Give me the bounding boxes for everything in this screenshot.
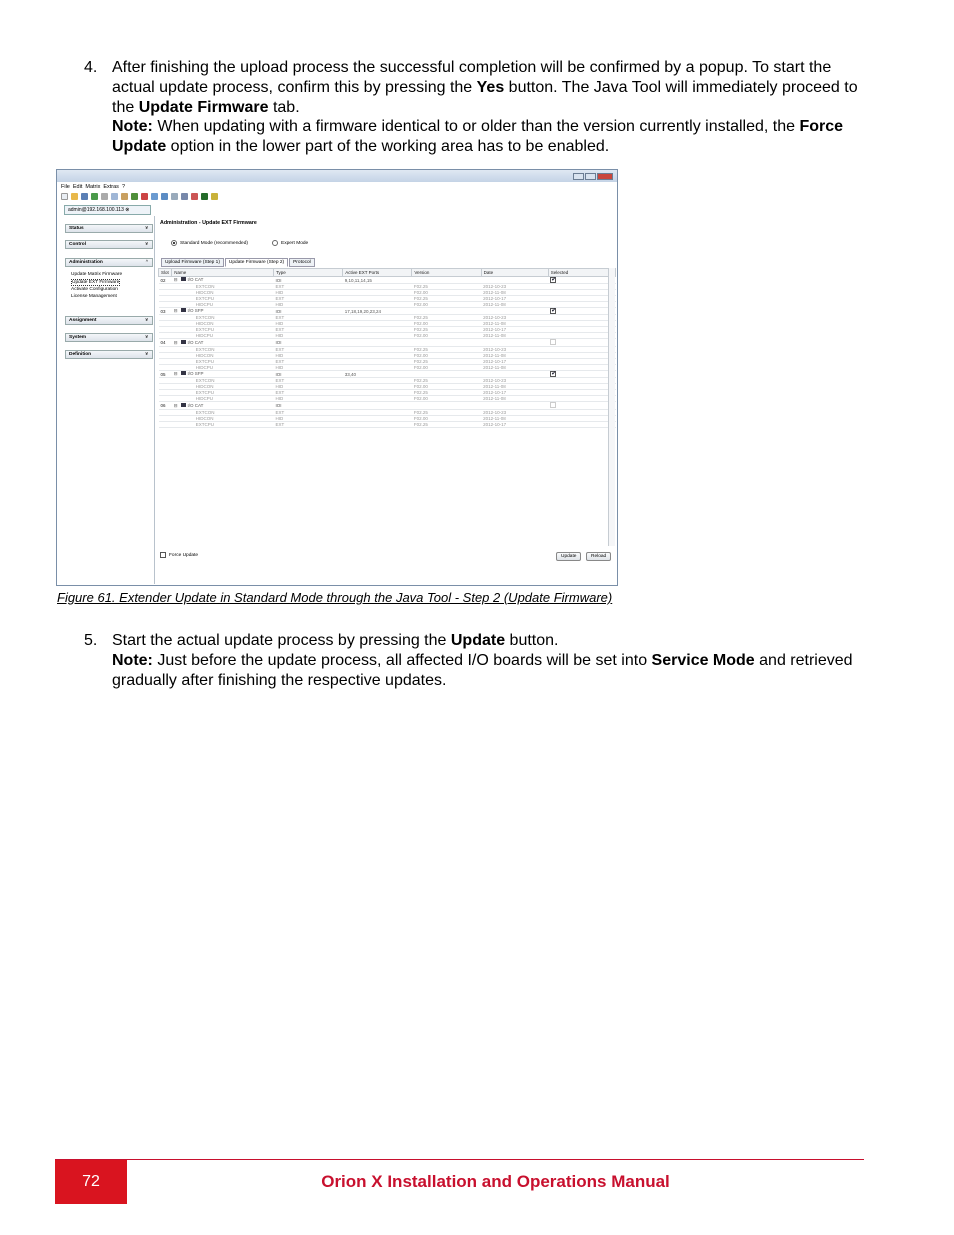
io-board-icon xyxy=(181,403,186,407)
chevron-down-icon: ¥ xyxy=(145,226,148,231)
table-row[interactable] xyxy=(159,277,616,284)
name-text: HIDCON xyxy=(195,416,214,421)
page-number: 72 xyxy=(55,1160,127,1204)
version-cell: F02.00 xyxy=(412,353,481,359)
name-text: HIDCPU xyxy=(195,396,213,401)
table-row[interactable] xyxy=(159,371,616,378)
type-cell: HID xyxy=(274,416,343,422)
selected-checkbox[interactable]: ✔ xyxy=(551,277,557,283)
type-cell: IOI xyxy=(274,277,343,284)
reload-button[interactable]: Reload xyxy=(586,552,611,561)
date-cell xyxy=(481,277,548,284)
date-cell: 2012-11-08 xyxy=(481,333,548,339)
monitor-icon[interactable] xyxy=(201,193,208,200)
selected-checkbox[interactable] xyxy=(550,339,556,345)
name-text: HIDCPU xyxy=(195,365,213,370)
device-icon[interactable] xyxy=(181,193,188,200)
version-cell: F02.00 xyxy=(412,396,481,402)
update-button[interactable]: Update xyxy=(556,552,581,561)
expand-icon[interactable]: ⊟ xyxy=(173,339,178,345)
ports-cell: 33,40 xyxy=(343,371,412,378)
date-cell: 2012-11-08 xyxy=(481,365,548,371)
slot-cell: 04 xyxy=(159,339,172,347)
name-text: EXTCON xyxy=(195,378,215,383)
step-4 xyxy=(84,58,874,157)
type-cell: IOI xyxy=(274,371,343,378)
date-cell: 2012-11-08 xyxy=(481,416,548,422)
version-cell xyxy=(412,308,481,315)
name-text: EXTCON xyxy=(195,284,215,289)
version-cell: F02.25 xyxy=(412,422,481,428)
version-cell: F02.25 xyxy=(412,390,481,396)
date-cell: 2012-11-08 xyxy=(481,302,548,308)
selected-checkbox[interactable]: ✔ xyxy=(551,308,557,314)
disconnect-icon[interactable] xyxy=(141,193,148,200)
date-cell: 2012-10-23 xyxy=(481,284,548,290)
firmware-table xyxy=(158,268,616,428)
date-cell: 2012-10-17 xyxy=(481,390,548,396)
type-cell: HID xyxy=(274,353,343,359)
ports-cell: 17,18,19,20,23,24 xyxy=(343,308,412,315)
step-text: Start the actual update process by pressing the Update button. Note: Just before the update process, all affected I/O boards will be set into Service Mode and retrieved gradually after finishing the respective updates. xyxy=(112,632,853,689)
io-board-icon xyxy=(181,371,186,375)
window-titlebar xyxy=(57,170,617,182)
slot-cell: 03 xyxy=(159,308,172,315)
selected-cell xyxy=(548,277,615,284)
io-board-icon xyxy=(181,308,186,312)
name-cell xyxy=(172,277,274,284)
refresh-icon[interactable] xyxy=(91,193,98,200)
name-text: HIDCON xyxy=(195,353,214,358)
name-cell xyxy=(172,402,274,410)
upload-icon[interactable] xyxy=(151,193,158,200)
version-cell: F02.25 xyxy=(412,296,481,302)
java-tool-screenshot xyxy=(56,169,618,586)
note-label: Note: xyxy=(112,651,153,669)
paste-icon[interactable] xyxy=(121,193,128,200)
name-text: EXTCPU xyxy=(195,422,214,427)
slot-cell xyxy=(159,422,172,428)
expand-icon[interactable]: ⊟ xyxy=(173,277,178,282)
version-cell: F02.25 xyxy=(412,315,481,321)
date-cell: 2012-10-17 xyxy=(481,359,548,365)
date-cell: 2012-11-08 xyxy=(481,384,548,390)
name-text: I/O CAT xyxy=(187,339,204,345)
version-cell xyxy=(412,371,481,378)
sidebar-item-license-management[interactable]: License Management xyxy=(71,294,117,299)
expand-icon[interactable]: ⊟ xyxy=(173,402,178,408)
table-header xyxy=(159,269,616,277)
sidebar-item-update-ext-firmware[interactable]: Update EXT Firmware xyxy=(72,280,120,285)
name-text: I/O CAT xyxy=(187,277,204,282)
type-cell: HID xyxy=(274,396,343,402)
date-cell: 2012-10-23 xyxy=(481,347,548,353)
menu-bar xyxy=(61,184,125,190)
selected-cell xyxy=(548,371,615,378)
minimize-icon[interactable] xyxy=(573,173,584,180)
name-text: I/O CAT xyxy=(187,402,204,408)
type-cell: HID xyxy=(274,384,343,390)
figure-caption: Figure 61. Extender Update in Standard Mode through the Java Tool - Step 2 (Update Firmware) xyxy=(57,590,613,605)
version-cell xyxy=(412,339,481,347)
name-cell xyxy=(172,422,274,428)
version-cell: F02.00 xyxy=(412,302,481,308)
name-text: EXTCON xyxy=(195,347,215,352)
name-text: EXTCPU xyxy=(195,296,214,301)
expand-icon[interactable]: ⊟ xyxy=(173,371,178,376)
name-text: EXTCPU xyxy=(195,390,214,395)
name-text: EXTCON xyxy=(195,410,215,415)
version-cell: F02.00 xyxy=(412,290,481,296)
date-cell: 2012-11-08 xyxy=(481,321,548,327)
expand-icon[interactable]: ⊟ xyxy=(173,308,178,313)
sidebar-system[interactable]: System ¥ xyxy=(65,333,153,342)
name-text: I/O SFP xyxy=(187,308,204,313)
col-version[interactable]: Version xyxy=(412,269,481,277)
name-text: HIDCPU xyxy=(195,302,213,307)
sidebar-item-update-matrix-firmware[interactable]: Update Matrix Firmware xyxy=(71,272,123,277)
col-slot[interactable]: Slot xyxy=(159,269,172,277)
version-cell: F02.25 xyxy=(412,410,481,416)
working-area xyxy=(157,216,617,584)
menu-matrix[interactable]: Matrix xyxy=(85,184,101,190)
version-cell: F02.00 xyxy=(412,365,481,371)
type-cell: EXT xyxy=(274,347,343,353)
slot-cell: 05 xyxy=(159,371,172,378)
force-update-checkbox[interactable]: Force Update xyxy=(160,552,198,558)
chevron-down-icon: ¥ xyxy=(145,335,148,340)
step-5 xyxy=(84,631,874,690)
date-cell xyxy=(481,402,548,410)
type-cell: HID xyxy=(274,290,343,296)
col-name[interactable]: Name xyxy=(172,269,274,277)
type-cell: IOI xyxy=(274,402,343,410)
type-cell: HID xyxy=(274,321,343,327)
download-icon[interactable] xyxy=(161,193,168,200)
date-cell: 2012-10-23 xyxy=(481,378,548,384)
version-cell: F02.25 xyxy=(412,284,481,290)
date-cell: 2012-11-08 xyxy=(481,396,548,402)
connection-tab[interactable]: admin@192.168.100.113 ⊗ xyxy=(64,205,151,215)
sidebar-definition[interactable]: Definition ¥ xyxy=(65,350,153,359)
date-cell: 2012-10-23 xyxy=(481,315,548,321)
name-cell xyxy=(172,371,274,378)
date-cell xyxy=(481,371,548,378)
name-text: EXTCPU xyxy=(195,359,214,364)
navigation-sidebar xyxy=(59,216,155,584)
selected-checkbox[interactable] xyxy=(550,402,556,408)
ports-cell xyxy=(343,339,412,347)
tab-strip xyxy=(161,258,315,267)
type-cell: IOI xyxy=(274,308,343,315)
version-cell: F02.25 xyxy=(412,359,481,365)
tab-protocol[interactable]: Protocol xyxy=(289,258,315,267)
type-cell: EXT xyxy=(274,410,343,416)
date-cell: 2012-10-17 xyxy=(481,296,548,302)
tab-upload-firmware[interactable]: Upload Firmware (Step 1) xyxy=(161,258,224,267)
window-controls xyxy=(573,173,613,180)
version-cell: F02.00 xyxy=(412,321,481,327)
table-row[interactable] xyxy=(159,308,616,315)
version-cell: F02.00 xyxy=(412,416,481,422)
type-cell: EXT xyxy=(274,378,343,384)
selected-checkbox[interactable]: ✔ xyxy=(551,371,557,377)
col-date[interactable]: Date xyxy=(481,269,548,277)
sidebar-control[interactable]: Control ¥ xyxy=(65,240,153,249)
io-board-icon xyxy=(181,277,186,281)
type-cell: EXT xyxy=(274,284,343,290)
selected-cell xyxy=(548,422,615,428)
table-scrollbar[interactable] xyxy=(608,268,615,546)
ports-cell: 9,10,11,14,15 xyxy=(343,277,412,284)
name-cell xyxy=(172,308,274,315)
version-cell xyxy=(412,402,481,410)
name-text: HIDCPU xyxy=(195,333,213,338)
date-cell: 2012-10-23 xyxy=(481,410,548,416)
name-cell xyxy=(172,339,274,347)
chevron-up-icon: ^ xyxy=(145,260,148,265)
name-text: I/O SFP xyxy=(187,371,204,376)
date-cell: 2012-11-08 xyxy=(481,353,548,359)
close-icon[interactable] xyxy=(597,173,613,180)
slot-cell: 02 xyxy=(159,277,172,284)
standard-mode-radio[interactable]: Standard Mode (recommended) xyxy=(171,240,248,246)
toolbar xyxy=(61,193,218,200)
matrix-icon[interactable] xyxy=(171,193,178,200)
table-row[interactable] xyxy=(159,402,616,410)
type-cell: IOI xyxy=(274,339,343,347)
version-cell: F02.25 xyxy=(412,378,481,384)
name-text: HIDCON xyxy=(195,321,214,326)
version-cell: F02.00 xyxy=(412,384,481,390)
version-cell: F02.25 xyxy=(412,327,481,333)
panel-title: Administration - Update EXT Firmware xyxy=(160,220,257,226)
version-cell: F02.00 xyxy=(412,333,481,339)
folder-icon[interactable] xyxy=(211,193,218,200)
type-cell: HID xyxy=(274,302,343,308)
save-icon[interactable] xyxy=(81,193,88,200)
name-text: HIDCON xyxy=(195,290,214,295)
name-text: EXTCPU xyxy=(195,327,214,332)
selected-cell xyxy=(548,402,615,410)
date-cell xyxy=(481,308,548,315)
cut-icon[interactable] xyxy=(101,193,108,200)
type-cell: HID xyxy=(274,365,343,371)
expert-mode-radio[interactable]: Expert Mode xyxy=(272,240,308,246)
date-cell: 2012-11-08 xyxy=(481,290,548,296)
sidebar-assignment[interactable]: Assignment ¥ xyxy=(65,316,153,325)
col-type[interactable]: Type xyxy=(274,269,343,277)
type-cell: EXT xyxy=(274,315,343,321)
chevron-down-icon: ¥ xyxy=(145,318,148,323)
note-label: Note: xyxy=(112,118,153,136)
table-row[interactable] xyxy=(159,339,616,347)
new-icon[interactable] xyxy=(61,193,68,200)
name-text: EXTCON xyxy=(195,315,215,320)
type-cell: EXT xyxy=(274,359,343,365)
step-text: After finishing the upload process the successful completion will be confirmed by a popup. To start the actual update process, confirm this by pressing the Yes button. The Java Tool will immediately proceed to the Update Firmware tab. Note: When updating with a firmware identical to or older than the version currently installed, the Force Update option in the lower part of the working area has to be enabled. xyxy=(112,59,858,156)
tab-update-firmware[interactable]: Update Firmware (Step 2) xyxy=(225,258,288,267)
stop-icon[interactable] xyxy=(191,193,198,200)
sidebar-status[interactable]: Status ¥ xyxy=(65,224,153,233)
type-cell: EXT xyxy=(274,296,343,302)
io-board-icon xyxy=(181,340,186,344)
menu-file[interactable]: File xyxy=(61,184,70,190)
step-number: 5. xyxy=(84,632,98,649)
open-icon[interactable] xyxy=(71,193,78,200)
menu-help[interactable]: ? xyxy=(121,184,125,190)
menu-extras[interactable]: Extras xyxy=(103,184,119,190)
maximize-icon[interactable] xyxy=(585,173,596,180)
type-cell: EXT xyxy=(274,422,343,428)
connect-icon[interactable] xyxy=(131,193,138,200)
date-cell: 2012-10-17 xyxy=(481,422,548,428)
selected-cell xyxy=(548,339,615,347)
chevron-down-icon: ¥ xyxy=(145,242,148,247)
ports-cell xyxy=(343,422,412,428)
footer-title: Orion X Installation and Operations Manual xyxy=(321,1172,670,1191)
menu-edit[interactable]: Edit xyxy=(72,184,83,190)
col-active-ext-ports[interactable]: Active EXT Ports xyxy=(343,269,412,277)
selected-cell xyxy=(548,308,615,315)
chevron-down-icon: ¥ xyxy=(145,352,148,357)
table-row[interactable] xyxy=(159,422,616,428)
date-cell: 2012-10-17 xyxy=(481,327,548,333)
type-cell: HID xyxy=(274,333,343,339)
col-selected[interactable]: Selected xyxy=(548,269,615,277)
date-cell xyxy=(481,339,548,347)
sidebar-item-activate-configuration[interactable]: Activate Configuration xyxy=(71,287,118,292)
step-number: 4. xyxy=(84,59,98,76)
type-cell: EXT xyxy=(274,390,343,396)
sidebar-administration[interactable]: Administration ^ xyxy=(65,258,153,267)
version-cell xyxy=(412,277,481,284)
slot-cell: 06 xyxy=(159,402,172,410)
ports-cell xyxy=(343,402,412,410)
type-cell: EXT xyxy=(274,327,343,333)
copy-icon[interactable] xyxy=(111,193,118,200)
name-text: HIDCON xyxy=(195,384,214,389)
version-cell: F02.25 xyxy=(412,347,481,353)
